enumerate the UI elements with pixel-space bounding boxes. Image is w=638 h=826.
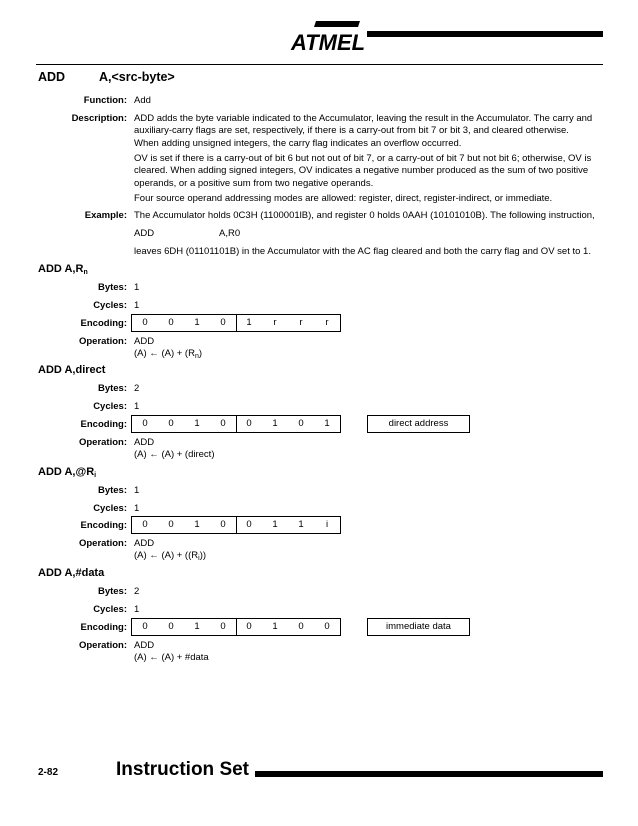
operation-name: ADD — [134, 336, 155, 347]
instruction-mnemonic: ADD — [38, 70, 66, 84]
encoding-bit: r — [299, 317, 303, 328]
bytes-value: 1 — [134, 485, 140, 496]
description-label: Description: — [71, 113, 127, 124]
encoding-bit: 1 — [194, 418, 200, 429]
encoding-extra-byte: direct address — [367, 415, 470, 433]
encoding-bit: 0 — [236, 517, 262, 533]
encoding-bit: 1 — [194, 519, 200, 530]
encoding-bit: 0 — [168, 519, 174, 530]
encoding-extra-byte: immediate data — [367, 618, 470, 636]
encoding-table — [131, 314, 341, 332]
variant-title-direct: ADD A,direct — [38, 364, 106, 376]
page-number: 2-82 — [38, 767, 59, 778]
cycles-value: 1 — [134, 503, 140, 514]
encoding-table — [131, 415, 341, 433]
logo-text: ATMEL — [290, 30, 366, 55]
operation-label: Operation: — [78, 640, 127, 651]
encoding-bit: r — [325, 317, 329, 328]
cycles-value: 1 — [134, 300, 140, 311]
variant-title-indirect: ADD $A,@R_i$ — [38, 466, 97, 479]
encoding-bit: 1 — [236, 315, 262, 331]
description-paragraph-2: OV is set if there is a carry-out of bit 6 but not out of bit 7, or a carry-out of bit 7 but not bit 6; otherwise, OV is cleared. When adding signed integers, OV indicates a negative number produced as the sum of two positive operands, or a positive sum from two negative operands. — [134, 153, 592, 189]
encoding-bit: 1 — [324, 418, 330, 429]
encoding-table — [131, 618, 341, 636]
bytes-value: 2 — [134, 586, 140, 597]
encoding-bit: 0 — [236, 416, 262, 432]
operation-label: Operation: — [78, 336, 127, 347]
cycles-label: Cycles: — [93, 300, 127, 311]
encoding-bit: i — [325, 519, 329, 530]
bytes-label: Bytes: — [97, 586, 127, 597]
function-label: Function: — [83, 95, 127, 106]
operation-name: ADD — [134, 640, 155, 651]
bytes-value: 2 — [134, 383, 140, 394]
cycles-value: 1 — [134, 604, 140, 615]
encoding-bit: 0 — [142, 621, 148, 632]
example-code-mnemonic: ADD — [134, 228, 155, 239]
description-paragraph-1: ADD adds the byte variable indicated to the Accumulator, leaving the result in the Accumulator. The carry and auxiliary-carry flags are set, respectively, if there is a carry-out from bit 7 or bit 3, and cleared otherwise. When adding unsigned integers, the carry flag indicates an overflow occurred. — [134, 113, 593, 149]
header-rule — [36, 64, 603, 65]
encoding-bit: 1 — [272, 519, 278, 530]
atmel-logo — [290, 20, 366, 55]
encoding-bit: 0 — [298, 418, 304, 429]
bytes-label: Bytes: — [97, 485, 127, 496]
operation-expression: (A) ← $(A) + (R_n)$ — [134, 348, 203, 360]
encoding-label: Encoding: — [80, 419, 127, 430]
instruction-operands: A,<src-byte> — [99, 70, 175, 84]
encoding-label: Encoding: — [80, 520, 127, 531]
cycles-label: Cycles: — [93, 604, 127, 615]
encoding-bit: 0 — [324, 621, 330, 632]
example-result: leaves 6DH (01101101B) in the Accumulator with the AC flag cleared and both the carry flag and OV set to 1. — [134, 246, 591, 257]
encoding-label: Encoding: — [80, 622, 127, 633]
bytes-label: Bytes: — [97, 282, 127, 293]
cycles-label: Cycles: — [93, 503, 127, 514]
operation-expression: (A) ← (A) + (direct) — [134, 449, 215, 460]
footer-section-title: Instruction Set — [116, 759, 250, 780]
encoding-bit: 0 — [168, 621, 174, 632]
encoding-bit: 0 — [142, 519, 148, 530]
encoding-bit: 0 — [168, 418, 174, 429]
encoding-bit: 0 — [168, 317, 174, 328]
header-bar — [367, 31, 603, 37]
encoding-bit: r — [273, 317, 277, 328]
encoding-bit: 0 — [220, 519, 226, 530]
encoding-bit: 0 — [298, 621, 304, 632]
operation-expression: (A) ← (A) + #data — [134, 652, 209, 663]
encoding-bit: 1 — [272, 418, 278, 429]
encoding-bit: 1 — [194, 317, 200, 328]
encoding-table — [131, 516, 341, 534]
encoding-bit: 1 — [194, 621, 200, 632]
operation-name: ADD — [134, 437, 155, 448]
encoding-label: Encoding: — [80, 318, 127, 329]
variant-title-immediate: ADD A,#data — [38, 567, 105, 579]
encoding-bit: 1 — [272, 621, 278, 632]
operation-expression: (A) ← $(A) + ((R_i))$ — [134, 550, 207, 562]
bytes-label: Bytes: — [97, 383, 127, 394]
encoding-bit: 0 — [236, 619, 262, 635]
operation-label: Operation: — [78, 538, 127, 549]
encoding-bit: 0 — [142, 418, 148, 429]
example-label: Example: — [84, 210, 127, 221]
cycles-value: 1 — [134, 401, 140, 412]
example-code-operand: A,R0 — [219, 228, 241, 239]
bytes-value: 1 — [134, 282, 140, 293]
encoding-bit: 0 — [220, 418, 226, 429]
encoding-bit: 0 — [220, 317, 226, 328]
encoding-bit: 0 — [142, 317, 148, 328]
operation-label: Operation: — [78, 437, 127, 448]
operation-name: ADD — [134, 538, 155, 549]
function-value: Add — [134, 95, 151, 106]
encoding-bit: 0 — [220, 621, 226, 632]
example-intro: The Accumulator holds 0C3H (1100001lB), and register 0 holds 0AAH (10101010B). The following instruction, — [134, 210, 595, 221]
encoding-bit: 1 — [298, 519, 304, 530]
footer-bar — [255, 771, 603, 777]
description-paragraph-3: Four source operand addressing modes are allowed: register, direct, register-indirect, or immediate. — [134, 193, 553, 204]
cycles-label: Cycles: — [93, 401, 127, 412]
variant-title-rn: ADD $A,R_n$ — [38, 263, 88, 276]
